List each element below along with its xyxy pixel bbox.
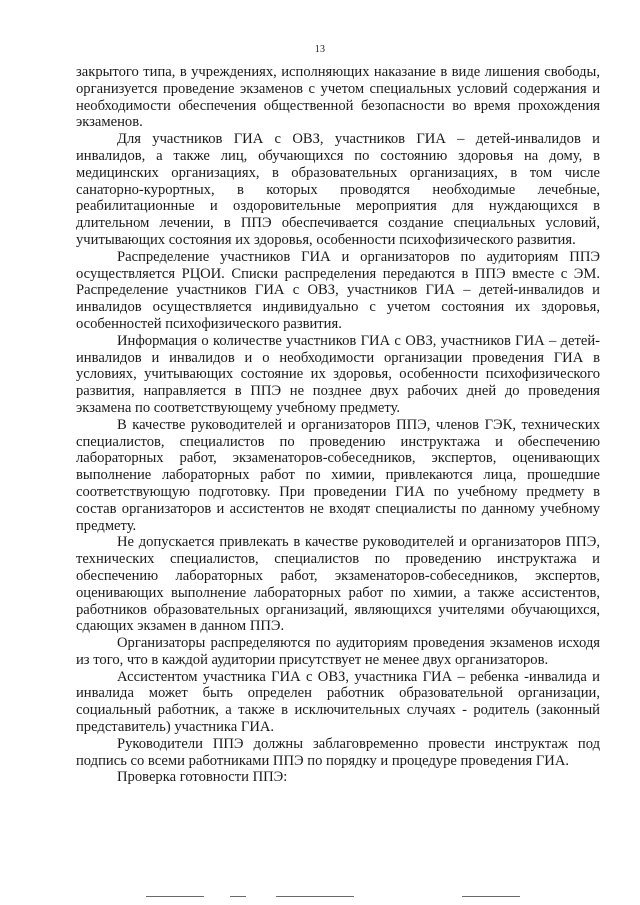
paragraph-continuation: закрытого типа, в учреждениях, исполняющих наказание в виде лишения свободы, организуется проведение экзаменов с учетом специальных условий содержания и необходимости обеспечения общественной безопасности во время прохождения экзаменов. xyxy=(76,64,600,131)
scan-artifact-line xyxy=(230,896,246,897)
paragraph-organizers: Организаторы распределяются по аудиториям проведения экзаменов исходя из того, что в каждой аудитории присутствует не менее двух организаторов. xyxy=(76,635,600,668)
paragraph-special-conditions: Для участников ГИА с ОВЗ, участников ГИА – детей-инвалидов и инвалидов, а также лиц, обучающихся по состоянию здоровья на дому, в медицинских организациях, в образовательных организациях, в том числе санаторно-курортных, в которых проводятся необходимые лечебные, реабилитационные и оздоровительные мероприятия для нуждающихся в длительном лечении, в ППЭ обеспечивается создание специальных условий, учитывающих состояния их здоровья, особенности психофизического развития. xyxy=(76,131,600,248)
scan-artifact-line xyxy=(146,896,204,897)
paragraph-staff-selection: В качестве руководителей и организаторов ППЭ, членов ГЭК, технических специалистов, специалистов по проведению инструктажа и обеспечению лабораторных работ, экзаменаторов-собеседников, экспертов, оценивающих выполнение лабораторных работ по химии, привлекаются лица, прошедшие соответствующую подготовку. При проведении ГИА по учебному предмету в состав организаторов и ассистентов не входят специалисты по данному учебному предмету. xyxy=(76,416,600,534)
paragraph-assistant: Ассистентом участника ГИА с ОВЗ, участника ГИА – ребенка -инвалида и инвалида может быть определен работник образовательной организации, социальный работник, а также в исключительных случаях - родитель (законный представитель) участника ГИА. xyxy=(76,668,600,736)
page-number: 13 xyxy=(314,44,326,55)
document-body xyxy=(76,64,600,786)
paragraph-briefing: Руководители ППЭ должны заблаговременно провести инструктаж под подпись со всеми работниками ППЭ по порядку и процедуре проведения ГИА. xyxy=(76,735,600,769)
paragraph-staff-restriction: Не допускается привлекать в качестве руководителей и организаторов ППЭ, технических специалистов, специалистов по проведению инструктажа и обеспечению лабораторных работ, экзаменаторов-собеседников, экспертов, оценивающих выполнение лабораторных работ по химии, а также ассистентов, работников образовательных организаций, являющихся учителями обучающихся, сдающих экзамен в данном ППЭ. xyxy=(76,534,600,635)
paragraph-distribution: Распределение участников ГИА и организаторов по аудиториям ППЭ осуществляется РЦОИ. Списки распределения передаются в ППЭ вместе с ЭМ. Распределение участников ГИА с ОВЗ, участников ГИА – детей-инвалидов и инвалидов осуществляется индивидуально с учетом состояния их здоровья, особенностей психофизического развития. xyxy=(76,248,600,332)
paragraph-information: Информация о количестве участников ГИА с ОВЗ, участников ГИА – детей-инвалидов и инвалидов и о необходимости организации проведения ГИА в условиях, учитывающих состояние их здоровья, особенности психофизического развития, направляется в ППЭ не позднее двух рабочих дней до проведения экзамена по соответствующему учебному предмету. xyxy=(76,332,600,416)
scan-artifact-line xyxy=(276,896,354,897)
paragraph-readiness-check: Проверка готовности ППЭ: xyxy=(117,769,288,786)
scan-artifact-line xyxy=(462,896,520,897)
